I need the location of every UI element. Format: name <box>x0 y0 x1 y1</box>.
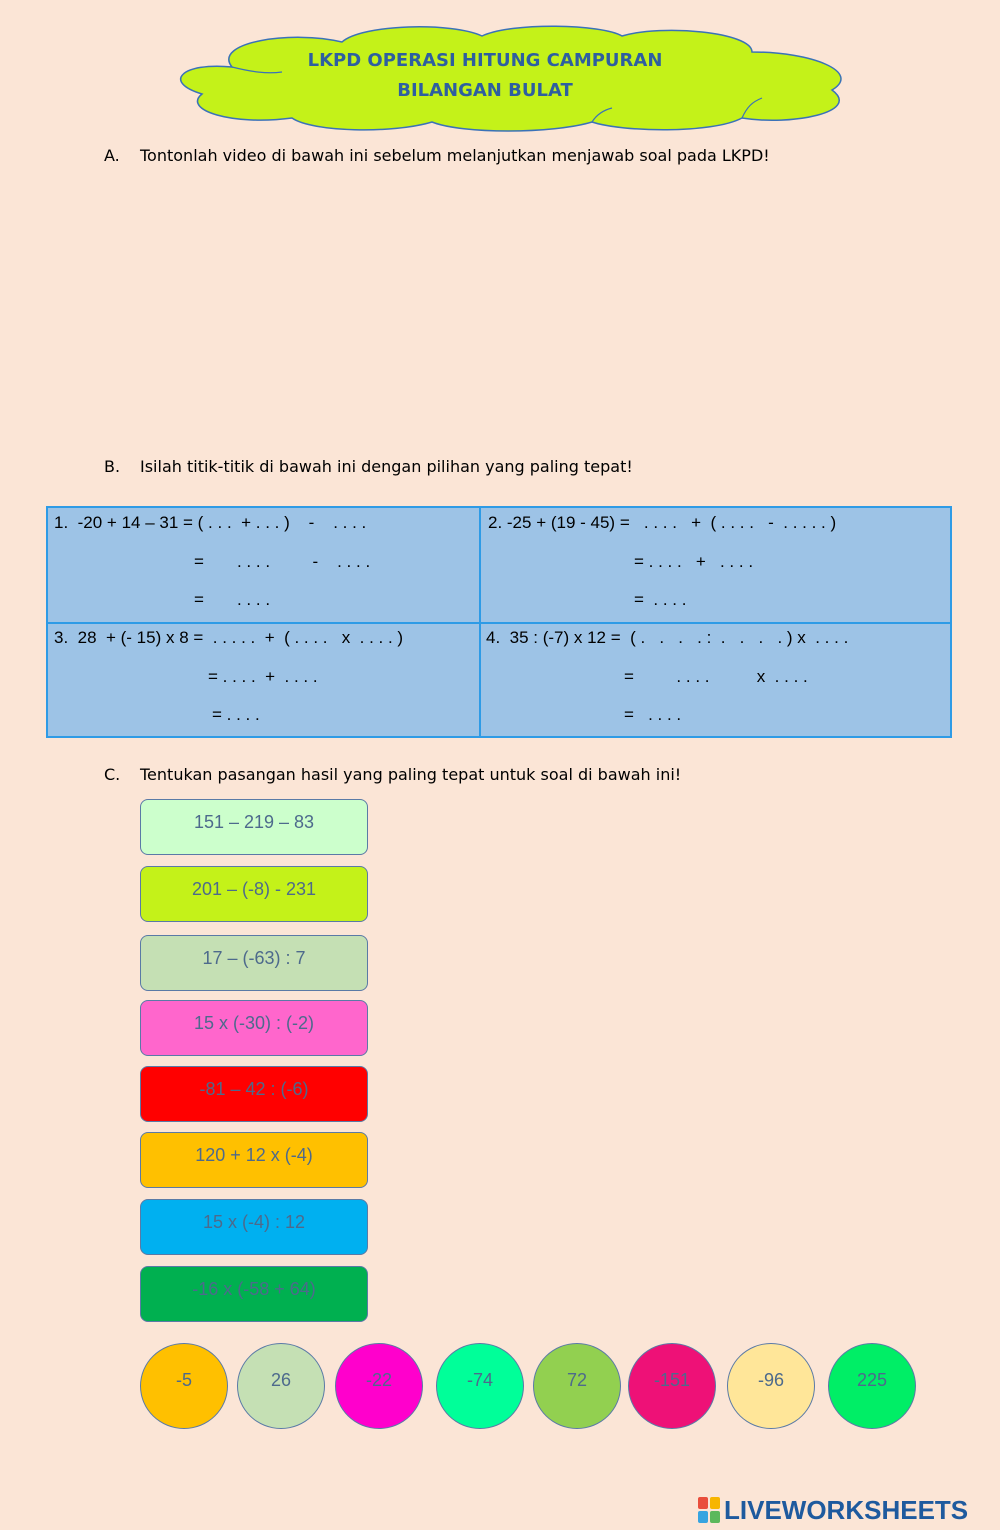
problem-3-line-2[interactable]: = . . . . + . . . . <box>208 667 318 686</box>
title-line-1: LKPD OPERASI HITUNG CAMPURAN <box>307 50 663 71</box>
section-a-letter: A. <box>104 146 120 165</box>
section-c-letter: C. <box>104 765 121 784</box>
problem-2-line-3[interactable]: = . . . . <box>634 590 687 609</box>
problem-1-line-2[interactable]: = . . . . - . . . . <box>194 552 371 571</box>
title-line-2: BILANGAN BULAT <box>397 80 573 101</box>
liveworksheets-logo-icon <box>698 1497 720 1523</box>
section-a-text: Tontonlah video di bawah ini sebelum melanjutkan menjawab soal pada LKPD! <box>140 146 770 165</box>
problem-1-line-3[interactable]: = . . . . <box>194 590 271 609</box>
liveworksheets-logo-text: LIVEWORKSHEETS <box>724 1494 969 1525</box>
worksheet-title <box>260 46 710 106</box>
answer-bubble-2[interactable]: 26 <box>237 1343 325 1429</box>
section-b-heading <box>104 457 633 476</box>
answer-bubble-8[interactable]: 225 <box>828 1343 916 1429</box>
answer-bubble-1[interactable]: -5 <box>140 1343 228 1429</box>
section-a-heading <box>104 146 770 165</box>
answer-bubble-6[interactable]: -151 <box>628 1343 716 1429</box>
answer-bubble-3[interactable]: -22 <box>335 1343 423 1429</box>
problem-3-line-1[interactable]: 3. 28 + (- 15) x 8 = . . . . . + ( . . . . x . . . . ) <box>54 628 404 647</box>
expression-card-2[interactable]: 201 – (-8) - 231 <box>140 866 368 922</box>
problem-4-line-1[interactable]: 4. 35 : (-7) x 12 = ( . . . . : . . . . ) x . . . . <box>486 628 849 647</box>
answer-bubble-5[interactable]: 72 <box>533 1343 621 1429</box>
problem-2-line-1[interactable]: 2. -25 + (19 - 45) = . . . . + ( . . . . - . . . . . ) <box>488 513 837 532</box>
section-c-text: Tentukan pasangan hasil yang paling tepat untuk soal di bawah ini! <box>140 765 682 784</box>
expression-card-5[interactable]: -81 – 42 : (-6) <box>140 1066 368 1122</box>
answer-bubble-4[interactable]: -74 <box>436 1343 524 1429</box>
section-b-text: Isilah titik-titik di bawah ini dengan pilihan yang paling tepat! <box>140 457 633 476</box>
fill-in-table <box>46 506 952 738</box>
expression-card-4[interactable]: 15 x (-30) : (-2) <box>140 1000 368 1056</box>
expression-card-3[interactable]: 17 – (-63) : 7 <box>140 935 368 991</box>
expression-card-7[interactable]: 15 x (-4) : 12 <box>140 1199 368 1255</box>
section-c-heading <box>104 765 681 784</box>
problem-3-line-3[interactable]: = . . . . <box>212 705 260 724</box>
answer-bubble-7[interactable]: -96 <box>727 1343 815 1429</box>
expression-card-6[interactable]: 120 + 12 x (-4) <box>140 1132 368 1188</box>
table-divider-horizontal <box>48 622 950 624</box>
problem-2-line-2[interactable]: = . . . . + . . . . <box>634 552 754 571</box>
problem-4-line-2[interactable]: = . . . . x . . . . <box>624 667 808 686</box>
liveworksheets-logo[interactable] <box>698 1494 968 1526</box>
section-b-letter: B. <box>104 457 121 476</box>
expression-card-1[interactable]: 151 – 219 – 83 <box>140 799 368 855</box>
problem-1-line-1[interactable]: 1. -20 + 14 – 31 = ( . . . + . . . ) - . . . . <box>54 513 367 532</box>
expression-card-8[interactable]: -16 x (-58 + 64) <box>140 1266 368 1322</box>
problem-4-line-3[interactable]: = . . . . <box>624 705 682 724</box>
